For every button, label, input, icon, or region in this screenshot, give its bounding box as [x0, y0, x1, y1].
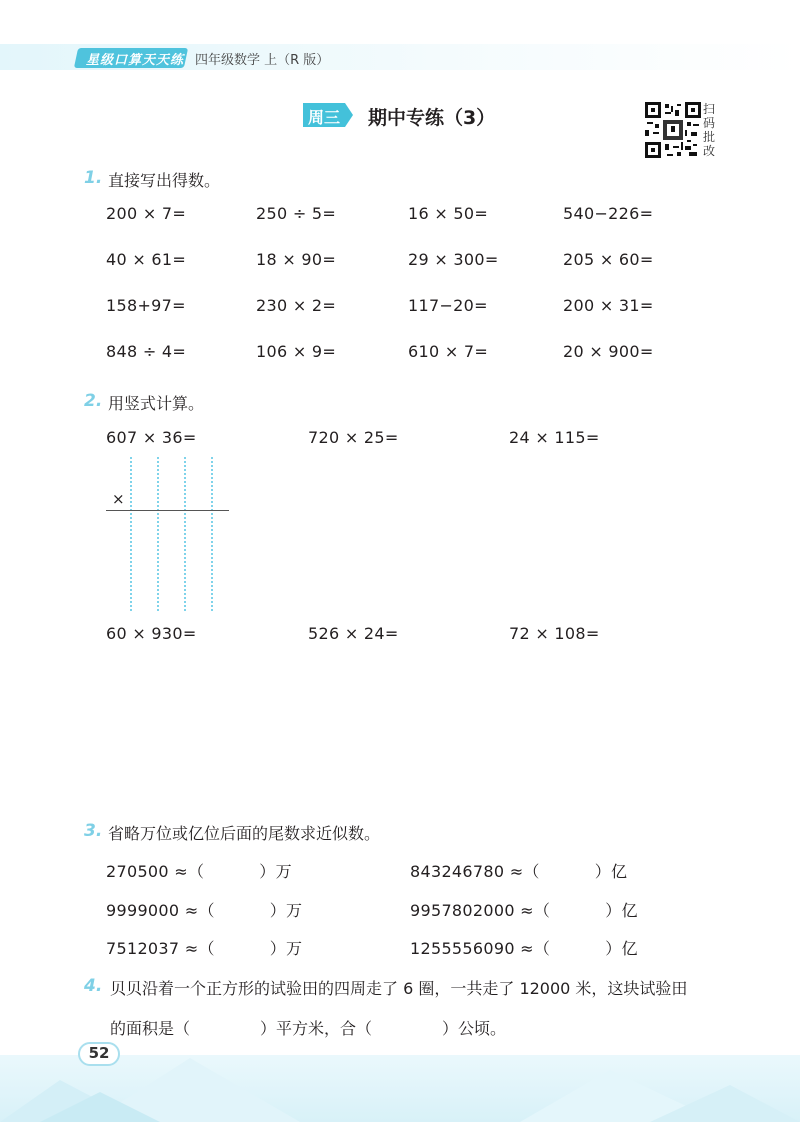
- q1-item: 117−20=: [408, 296, 488, 315]
- calculation-line: [106, 510, 229, 511]
- q3-number: 3.: [84, 821, 103, 841]
- q1-item: 29 × 300=: [408, 250, 499, 269]
- q1-item: 18 × 90=: [256, 250, 337, 269]
- q1-number: 1.: [84, 168, 103, 188]
- q4-number: 4.: [84, 976, 103, 996]
- multiply-sign: ×: [112, 490, 125, 508]
- q2-item: 72 × 108=: [509, 624, 600, 643]
- q1-item: 250 ÷ 5=: [256, 204, 337, 223]
- q3-item: 1255556090 ≈（ ）亿: [410, 939, 638, 958]
- q2-item: 607 × 36=: [106, 428, 197, 447]
- q1-item: 205 × 60=: [563, 250, 654, 269]
- column-guide-line: [211, 457, 213, 611]
- q1-item: 16 × 50=: [408, 204, 489, 223]
- qr-code-icon[interactable]: [645, 102, 701, 158]
- q1-item: 200 × 7=: [106, 204, 187, 223]
- q1-item: 40 × 61=: [106, 250, 187, 269]
- q1-item: 158+97=: [106, 296, 186, 315]
- column-guide-line: [130, 457, 132, 611]
- q1-item: 848 ÷ 4=: [106, 342, 187, 361]
- q1-item: 230 × 2=: [256, 296, 337, 315]
- q1-item: 20 × 900=: [563, 342, 654, 361]
- page-number: 52: [88, 1044, 110, 1062]
- q1-item: 200 × 31=: [563, 296, 654, 315]
- q3-item: 9957802000 ≈（ ）亿: [410, 901, 638, 920]
- q3-item: 843246780 ≈（ ）亿: [410, 862, 628, 881]
- q1-item: 610 × 7=: [408, 342, 489, 361]
- q2-item: 720 × 25=: [308, 428, 399, 447]
- page-title: 期中专练（3）: [368, 107, 496, 129]
- q1-instruction: 直接写出得数。: [108, 171, 221, 190]
- q3-item: 9999000 ≈（ ）万: [106, 901, 303, 920]
- column-guide-line: [157, 457, 159, 611]
- q3-instruction: 省略万位或亿位后面的尾数求近似数。: [108, 824, 381, 843]
- q2-item: 60 × 930=: [106, 624, 197, 643]
- q2-instruction: 用竖式计算。: [108, 394, 205, 413]
- q2-number: 2.: [84, 391, 103, 411]
- q1-item: 106 × 9=: [256, 342, 337, 361]
- brand-name: 星级口算天天练: [86, 53, 185, 68]
- q3-item: 270500 ≈（ ）万: [106, 862, 292, 881]
- book-title: 四年级数学 上（R 版）: [195, 53, 330, 68]
- q3-item: 7512037 ≈（ ）万: [106, 939, 303, 958]
- footer-decoration: [0, 1040, 800, 1122]
- q2-item: 526 × 24=: [308, 624, 399, 643]
- qr-label: 扫码批改: [703, 102, 716, 158]
- q1-item: 540−226=: [563, 204, 654, 223]
- q4-line2: 的面积是（ ）平方米，合（ ）公顷。: [110, 1019, 507, 1038]
- q2-item: 24 × 115=: [509, 428, 600, 447]
- day-label: 周三: [308, 108, 341, 127]
- column-guide-line: [184, 457, 186, 611]
- q4-line1: 贝贝沿着一个正方形的试验田的四周走了 6 圈，一共走了 12000 米，这块试验田: [110, 979, 688, 998]
